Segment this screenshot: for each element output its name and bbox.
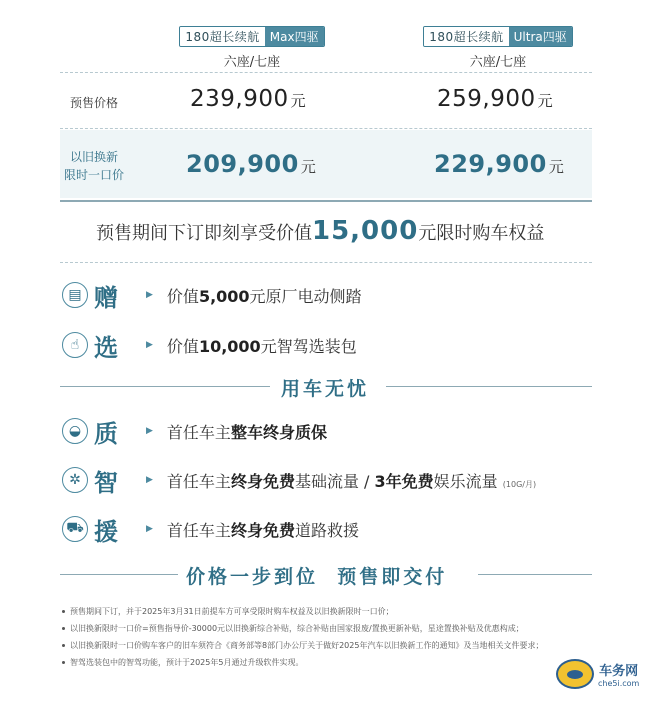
tradein-label: 以旧换新 限时一口价 bbox=[63, 150, 124, 182]
footnote: 以旧换新限时一口价=预售指导价-30000元以旧换新综合补贴，综合补贴由国家报废/置换更新补贴，星途置换补贴及优惠构成； bbox=[62, 620, 602, 637]
logo-name-cn: 车务网 bbox=[599, 664, 639, 679]
tow-truck-icon: ⛟ bbox=[62, 516, 88, 542]
section-rule-left bbox=[60, 386, 270, 387]
benefit-rescue bbox=[62, 512, 359, 546]
section-title-delivery: 价格一步到位 预售即交付 bbox=[186, 566, 448, 588]
section-rule-left bbox=[60, 574, 178, 575]
model-tag-max bbox=[179, 26, 324, 47]
arrow-icon: ▶ bbox=[146, 475, 153, 485]
arrow-icon: ▶ bbox=[146, 290, 153, 300]
footnote: 以旧换新限时一口价购车客户的旧车须符合《商务部等8部门办公厅关于做好2025年汽车以旧换新工作的通知》及当地相关文件要求； bbox=[62, 637, 602, 654]
gift-icon: ▤ bbox=[62, 282, 88, 308]
model-tag-variant: Ultra四驱 bbox=[509, 27, 572, 46]
section-title-care: 用车无忧 bbox=[281, 378, 370, 400]
arrow-icon: ▶ bbox=[146, 426, 153, 436]
divider bbox=[60, 72, 592, 73]
hand-icon: ☝ bbox=[62, 332, 88, 358]
presale-price-max: 239,900 元 bbox=[190, 86, 307, 112]
benefit-headline: 预售期间下订即刻享受价值15,000元限时购车权益 bbox=[96, 216, 545, 246]
benefit-text: 首任车主终身免费基础流量 / 3年免费娱乐流量 (10G/月) bbox=[166, 471, 537, 491]
benefit-char: 赠 bbox=[94, 283, 118, 312]
model-tag-prefix: 180超长续航 bbox=[180, 27, 264, 46]
model-tag-variant: Max四驱 bbox=[265, 27, 324, 46]
chip-icon: ✲ bbox=[62, 467, 88, 493]
benefit-select bbox=[62, 328, 357, 362]
logo-mascot-icon bbox=[556, 659, 594, 689]
model-header-max bbox=[152, 26, 352, 70]
benefit-gift bbox=[62, 278, 362, 312]
model-tag-prefix: 180超长续航 bbox=[424, 27, 508, 46]
benefit-char: 援 bbox=[94, 517, 118, 546]
model-seats: 六座/七座 bbox=[223, 55, 281, 70]
benefit-quality bbox=[62, 414, 327, 448]
benefit-char: 质 bbox=[94, 419, 118, 448]
logo-name-en: che5i.com bbox=[598, 679, 640, 688]
divider bbox=[60, 128, 592, 129]
tradein-price-ultra: 229,900 元 bbox=[434, 150, 565, 178]
tradein-price-max: 209,900 元 bbox=[186, 150, 317, 178]
divider bbox=[60, 262, 592, 263]
divider bbox=[60, 200, 592, 202]
arrow-icon: ▶ bbox=[146, 340, 153, 350]
benefit-text: 价值5,000元原厂电动侧踏 bbox=[166, 286, 362, 306]
model-header-ultra bbox=[398, 26, 598, 70]
arrow-icon: ▶ bbox=[146, 524, 153, 534]
benefit-smart bbox=[62, 463, 536, 497]
benefit-text: 首任车主整车终身质保 bbox=[166, 422, 327, 442]
benefit-text: 首任车主终身免费道路救援 bbox=[166, 520, 359, 540]
benefit-char: 智 bbox=[94, 468, 118, 497]
section-rule-right bbox=[478, 574, 592, 575]
footnote: 智驾选装包中的智驾功能，预计于2025年5月通过升级软件实现。 bbox=[62, 654, 602, 671]
presale-price-ultra: 259,900 元 bbox=[437, 86, 554, 112]
section-rule-right bbox=[386, 386, 592, 387]
footnotes bbox=[62, 603, 602, 671]
benefit-char: 选 bbox=[94, 333, 118, 362]
shield-hand-icon: ◒ bbox=[62, 418, 88, 444]
benefit-text: 价值10,000元智驾选装包 bbox=[166, 336, 357, 356]
watermark-logo bbox=[556, 659, 639, 689]
footnote: 预售期间下订，并于2025年3月31日前提车方可享受限时购车权益及以旧换新限时一口价； bbox=[62, 603, 602, 620]
model-seats: 六座/七座 bbox=[469, 55, 527, 70]
model-tag-ultra bbox=[423, 26, 573, 47]
presale-label: 预售价格 bbox=[69, 96, 118, 110]
